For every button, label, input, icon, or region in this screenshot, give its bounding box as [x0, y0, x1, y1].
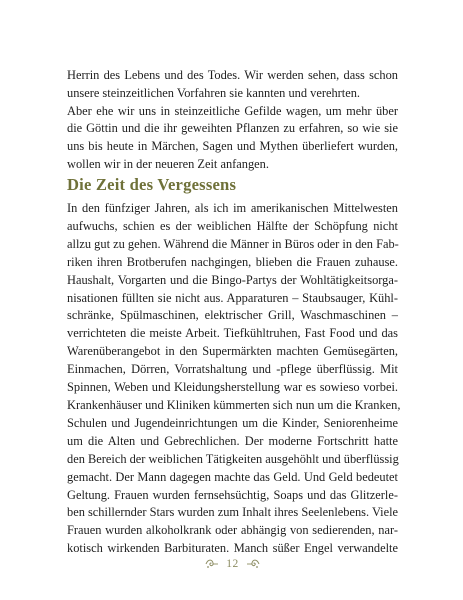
text-line: unsere steinzeitlichen Vorfahren sie kannten und verehrten. [67, 85, 361, 100]
text-line: schränke, Spülmaschinen, elektrischer Grill, Waschmaschinen – [67, 308, 398, 323]
text-line: allzu gut zu gehen. Während die Männer in Büros oder in den Fab- [67, 236, 399, 251]
text-line: nisationen füllten sie nicht aus. Apparaturen – Staubsauger, Kühl- [67, 290, 398, 305]
text-line: Geltung. Frauen wurden fernsehsüchtig, Soaps und das Glitzerle- [67, 487, 398, 502]
paragraph-intro-2 [67, 103, 398, 175]
text-line: aufwuchs, schien es der weiblichen Hälfte der Schöpfung nicht [67, 218, 398, 233]
text-line: Warenüberangebot in den Supermärkten machten Gemüsegärten, [67, 344, 398, 359]
text-line: ben schillernder Stars wurden zum Inhalt ihres Seelenlebens. Viele [67, 505, 399, 520]
text-line: In den fünfziger Jahren, als ich im amerikanischen Mittelwesten [67, 201, 398, 215]
text-line: uns bis heute in Märchen, Sagen und Mythen überliefert wurden, [67, 139, 398, 154]
text-line: um die Alten und Gebrechlichen. Der moderne Fortschritt hatte [67, 433, 398, 448]
book-page [67, 0, 401, 600]
text-line: Aber ehe wir uns in steinzeitliche Gefilde wagen, um mehr über [67, 103, 398, 118]
section-paragraph [67, 200, 401, 558]
section-heading: Die Zeit des Vergessens [67, 175, 237, 194]
paragraph-intro-1 [67, 67, 398, 103]
text-line: den Bereich der weiblichen Tätigkeiten ausgehöhlt und überflüssig [67, 451, 399, 466]
text-line: verrichteten die meiste Arbeit. Tiefkühltruhen, Fast Food und das [67, 326, 398, 341]
page-number: 12 [226, 558, 239, 570]
fleuron-left-icon [205, 558, 219, 570]
text-line: Haushalt, Vorgarten und die Bingo-Partys der Wohltätigkeitsorga- [67, 272, 398, 287]
text-line: die Göttin und die ihr geweihten Pflanzen zu erfahren, so wie sie [67, 121, 398, 136]
text-line: Einmachen, Dörren, Vorratshaltung und -pflege überflüssig. Mit [67, 362, 398, 377]
text-line: wollen wir in der neueren Zeit anfangen. [67, 157, 269, 172]
text-line: gemacht. Der Mann dagegen machte das Geld. Und Geld bedeutet [67, 469, 398, 484]
page-footer [67, 558, 398, 570]
fleuron-right-icon [246, 558, 260, 570]
text-line: Herrin des Lebens und des Todes. Wir werden sehen, dass schon [67, 68, 398, 82]
text-line: Spinnen, Weben und Kleidungsherstellung war es sowieso vorbei. [67, 380, 398, 395]
text-line: Schulen und Jugendeinrichtungen um die Kinder, Seniorenheime [67, 415, 398, 430]
text-line: Frauen wurden alkoholkrank oder abhängig von sedierenden, nar- [67, 523, 398, 538]
text-line: Krankenhäuser und Kliniken kümmerten sich nun um die Kranken, [67, 397, 401, 412]
text-line: riken ihren Brotberufen nachgingen, blieben die Frauen zuhause. [67, 254, 398, 269]
text-line: kotisch wirkenden Barbituraten. Manch süßer Engel verwandelte [67, 541, 398, 556]
